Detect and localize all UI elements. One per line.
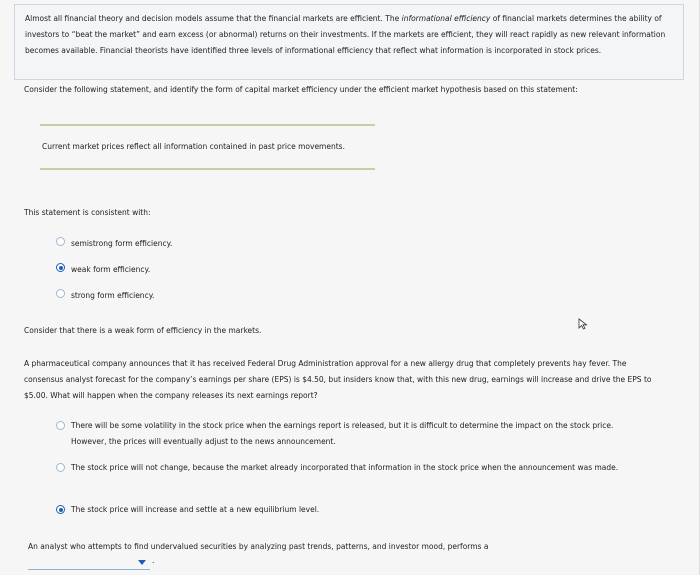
intro-text-2: of financial markets determines the ability of investors to “beat the market” and earn excess (or abnormal) returns on their investments. If the markets are efficient, they will react rapidly as new relevant information becomes available. Financial theorists have identified three levels of informational efficiency that reflect what information is incorporated in stock prices. <box>25 14 666 55</box>
option-no-change[interactable] <box>56 460 646 476</box>
statement-bottom-rule <box>40 168 375 170</box>
intro-paragraph <box>25 11 673 59</box>
analyst-prompt: An analyst who attempts to find undervalued securities by analyzing past trends, patterns, and investor mood, performs a <box>28 542 489 551</box>
option-label: strong form efficiency. <box>71 291 155 300</box>
statement-text: Current market prices reflect all information contained in past price movements. <box>42 142 345 151</box>
intro-panel <box>14 4 684 80</box>
statement-top-rule <box>40 124 375 126</box>
radio-button[interactable] <box>56 463 65 472</box>
option-volatility[interactable] <box>56 418 646 450</box>
option-label: The stock price will not change, because the market already incorporated that information in the stock price when the announcement was made. <box>71 463 619 472</box>
option-label: There will be some volatility in the stock price when the earnings report is released, but it is difficult to determine the impact on the stock price. However, the prices will eventually adjust to the news announcement. <box>71 421 614 446</box>
analysis-type-dropdown[interactable] <box>28 556 155 570</box>
scenario-paragraph: A pharmaceutical company announces that it has received Federal Drug Administration approval for a new allergy drug that completely prevents hay fever. The consensus analyst forecast for the company’s earnings per share (EPS) is $4.50, but insiders know that, with this new drug, earnings will increase and drive the EPS to $5.00. What will happen when the company releases its next earnings report? <box>24 359 652 400</box>
consider-prompt-row <box>14 84 684 102</box>
consistent-label: This statement is consistent with: <box>24 208 151 217</box>
option-increase[interactable] <box>56 502 646 518</box>
radio-button[interactable] <box>56 289 65 298</box>
option-weak[interactable] <box>56 262 150 277</box>
radio-button-selected[interactable] <box>56 263 65 272</box>
option-semistrong[interactable] <box>56 236 172 251</box>
consider-prompt: Consider the following statement, and identify the form of capital market efficiency under the efficient market hypothesis based on this statement: <box>24 85 578 94</box>
option-label: weak form efficiency. <box>71 265 151 274</box>
weak-form-prompt: Consider that there is a weak form of efficiency in the markets. <box>24 326 262 335</box>
chevron-down-icon[interactable] <box>138 560 146 565</box>
option-label: semistrong form efficiency. <box>71 239 173 248</box>
intro-text-1: Almost all financial theory and decision models assume that the financial markets are efficient. The <box>25 14 402 23</box>
option-label: The stock price will increase and settle at a new equilibrium level. <box>71 505 320 514</box>
radio-button[interactable] <box>56 237 65 246</box>
mouse-cursor-icon <box>578 318 588 330</box>
radio-button[interactable] <box>56 421 65 430</box>
intro-italic-term: informational efficiency <box>401 14 491 23</box>
option-strong[interactable] <box>56 288 154 303</box>
dropdown-trailing-period: . <box>152 556 155 565</box>
radio-button-selected[interactable] <box>56 505 65 514</box>
